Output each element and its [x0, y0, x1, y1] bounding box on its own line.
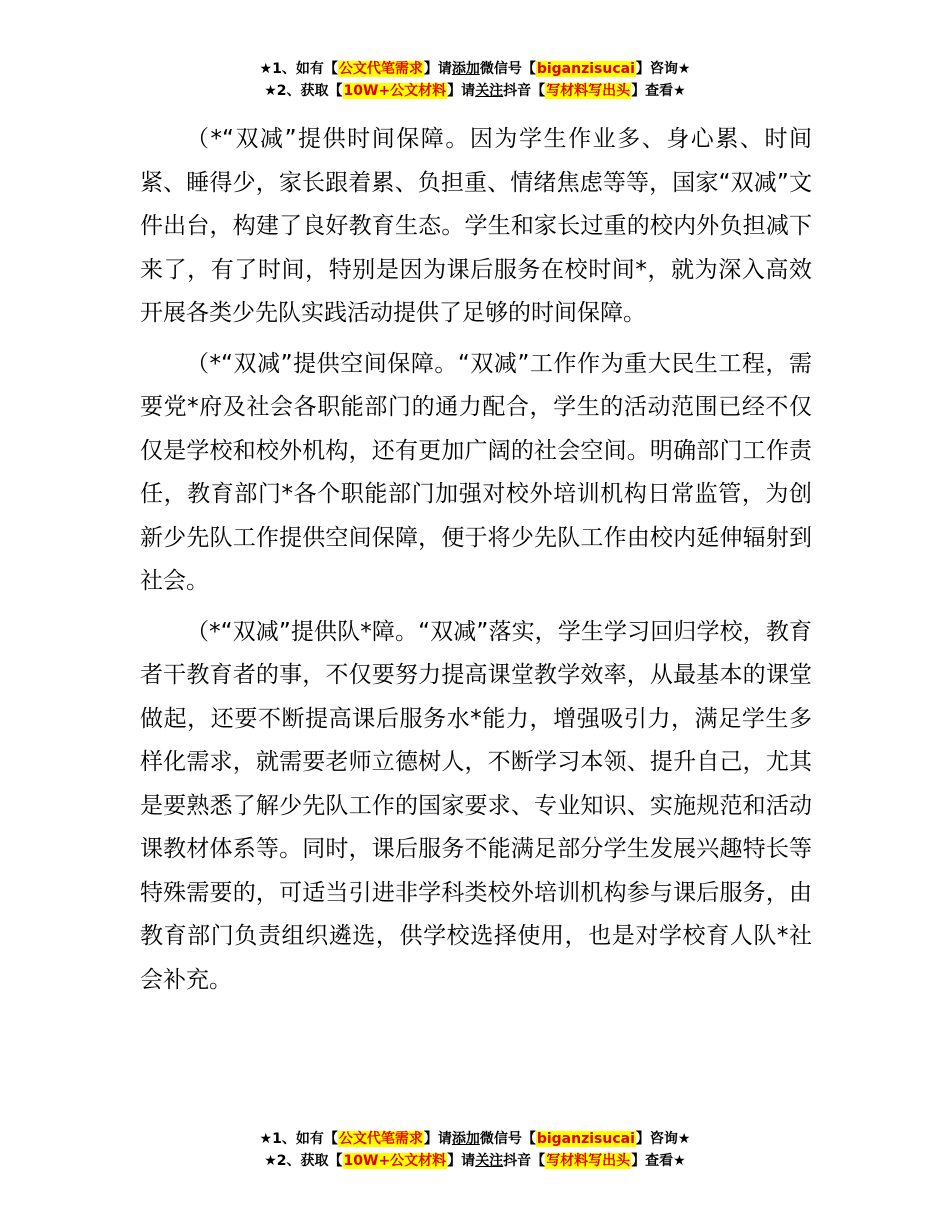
banner-line-1	[0, 58, 950, 80]
highlight-douyin-account: 写材料写出头	[546, 1153, 631, 1169]
banner-text: ★2、获取【	[264, 1153, 343, 1169]
banner-text: 微信号【	[479, 1131, 536, 1147]
banner-text: 】请	[423, 1131, 452, 1147]
banner-text: 】咨询★	[635, 61, 691, 77]
highlight-wechat-id: biganzisucai	[536, 1131, 635, 1147]
banner-line-2	[0, 80, 950, 102]
banner-text: 抖音【	[503, 1153, 546, 1169]
highlight-materials: 10W+公文材料	[343, 1153, 447, 1169]
paragraph-time-guarantee: （*“双减”提供时间保障。因为学生作业多、身心累、时间紧、睡得少，家长跟着累、负担重、情绪焦虑等等，国家“双减”文件出台，构建了良好教育生态。学生和家长过重的校内外负担减下来了，有了时间，特别是因为课后服务在校时间*，就为深入高效开展各类少先队实践活动提供了足够的时间保障。	[140, 126, 812, 326]
banner-text: 】请	[423, 61, 452, 77]
banner-text: 】咨询★	[635, 1131, 691, 1147]
document-body	[140, 118, 812, 1009]
paragraph-team-guarantee: （*“双减”提供队*障。“双减”落实，学生学习回归学校，教育者干教育者的事，不仅要努力提高课堂教学效率，从最基本的课堂做起，还要不断提高课后服务水*能力，增强吸引力，满足学生多样化需求，就需要老师立德树人，不断学习本领、提升自己，尤其是要熟悉了解少先队工作的国家要求、专业知识、实施规范和活动课教材体系等。同时，课后服务不能满足部分学生发展兴趣特长等特殊需要的，可适当引进非学科类校外培训机构参与课后服务，由教育部门负责组织遴选，供学校选择使用，也是对学校育人队*社会补充。	[140, 618, 812, 993]
paragraph-space-guarantee: （*“双减”提供空间保障。“双减”工作作为重大民生工程，需要党*府及社会各职能部门的通力配合，学生的活动范围已经不仅仅是学校和校外机构，还有更加广阔的社会空间。明确部门工作责任，教育部门*各个职能部门加强对校外培训机构日常监管，为创新少先队工作提供空间保障，便于将少先队工作由校内延伸辐射到社会。	[140, 350, 812, 594]
banner-text: ★2、获取【	[264, 83, 343, 99]
highlight-service: 公文代笔需求	[338, 1131, 423, 1147]
highlight-service: 公文代笔需求	[338, 61, 423, 77]
underlined-text: 添加	[451, 61, 480, 77]
banner-text: 抖音【	[503, 83, 546, 99]
footer-banner	[0, 1128, 950, 1172]
banner-line-1	[0, 1128, 950, 1150]
banner-text: 】请	[447, 1153, 476, 1169]
banner-text: 微信号【	[479, 61, 536, 77]
header-banner	[0, 58, 950, 102]
banner-text: ★1、如有【	[259, 61, 338, 77]
highlight-douyin-account: 写材料写出头	[546, 83, 631, 99]
underlined-text: 关注	[475, 83, 504, 99]
banner-text: 】查看★	[631, 1153, 686, 1169]
highlight-materials: 10W+公文材料	[343, 83, 447, 99]
underlined-text: 添加	[451, 1131, 480, 1147]
highlight-wechat-id: biganzisucai	[536, 61, 635, 77]
underlined-text: 关注	[475, 1153, 504, 1169]
banner-text: 】请	[447, 83, 476, 99]
banner-line-2	[0, 1150, 950, 1172]
banner-text: 】查看★	[631, 83, 686, 99]
banner-text: ★1、如有【	[259, 1131, 338, 1147]
